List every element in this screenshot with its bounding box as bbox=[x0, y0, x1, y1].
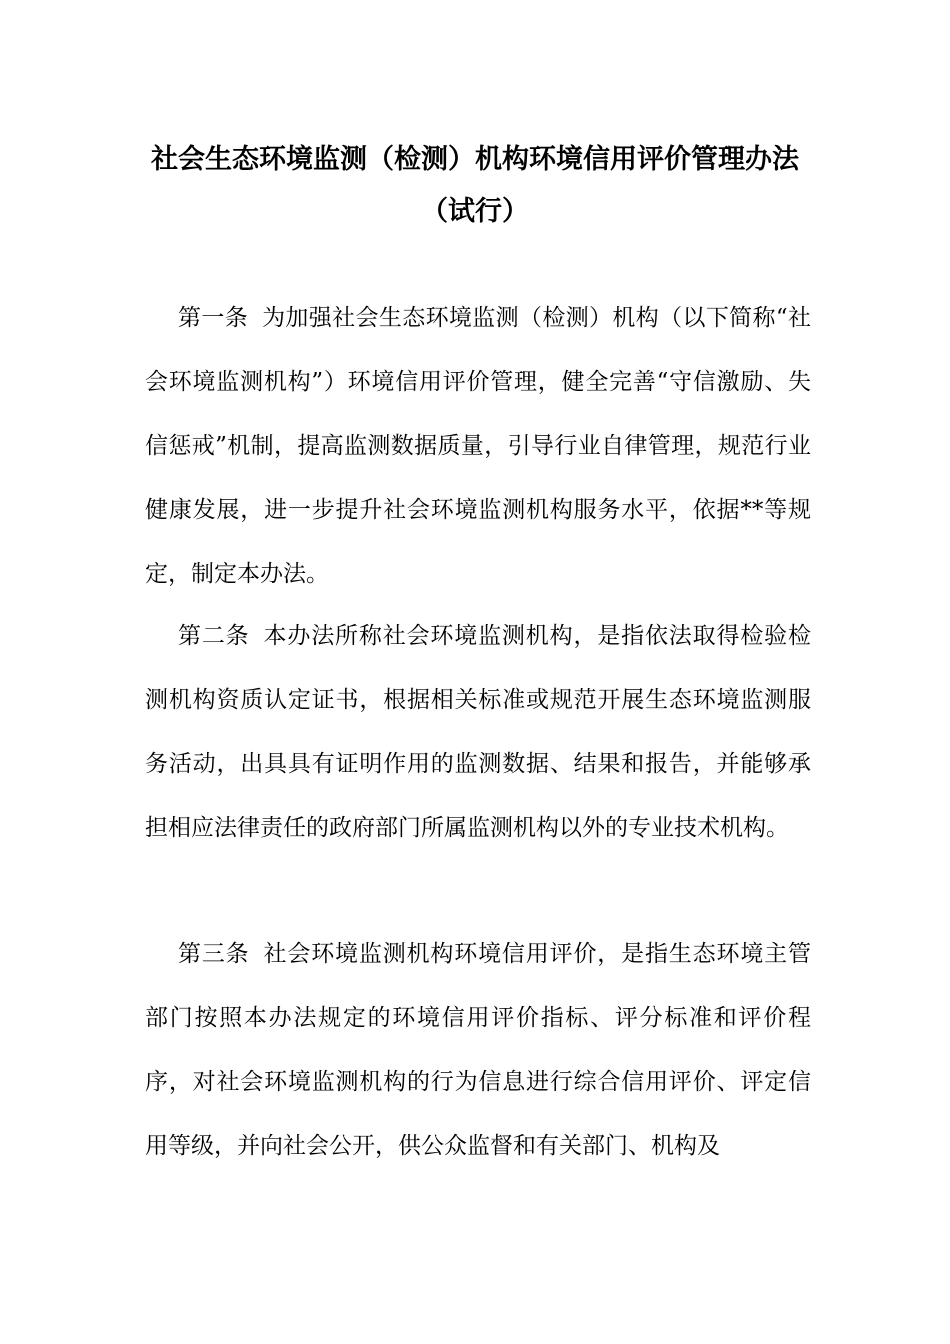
article-number: 第一条 bbox=[178, 305, 249, 331]
article-text: 为加强社会生态环境监测（检测）机构（以下简称“社会环境监测机构”）环境信用评价管理，健全完善“守信激励、失信惩戒”机制，提高监测数据质量，引导行业自律管理，规范行业健康发展，进一步提升社会环境监测机构服务水平，依据**等规定，制定本办法。 bbox=[145, 305, 812, 587]
document-title: 社会生态环境监测（检测）机构环境信用评价管理办法（试行） bbox=[151, 144, 799, 227]
article-text: 社会环境监测机构环境信用评价，是指生态环境主管部门按照本办法规定的环境信用评价指标、评分标准和评价程序，对社会环境监测机构的行为信息进行综合信用评价、评定信用等级，并向社会公开，供公众监督和有关部门、机构及 bbox=[145, 941, 812, 1159]
article-paragraph bbox=[145, 922, 811, 1178]
article-paragraph bbox=[145, 286, 811, 606]
article-number: 第三条 bbox=[178, 941, 250, 967]
article-text: 本办法所称社会环境监测机构，是指依法取得检验检测机构资质认定证书，根据相关标准或规范开展生态环境监测服务活动，出具具有证明作用的监测数据、结果和报告，并能够承担相应法律责任的政府部门所属监测机构以外的专业技术机构。 bbox=[145, 623, 812, 841]
article-number: 第二条 bbox=[178, 623, 250, 649]
article-paragraph bbox=[145, 604, 811, 860]
